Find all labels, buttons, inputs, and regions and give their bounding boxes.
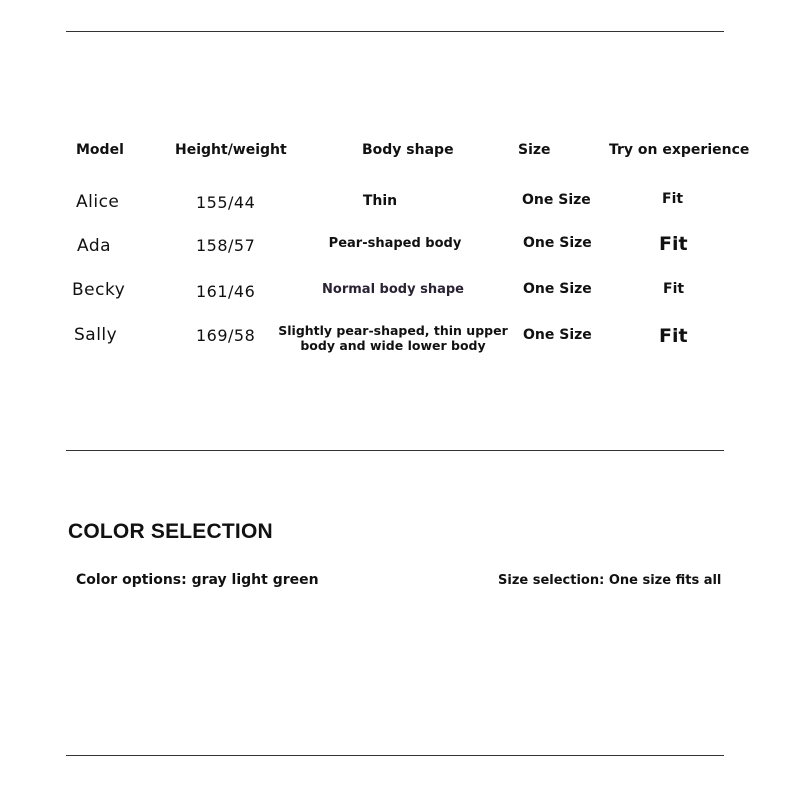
header-try-on-experience: Try on experience: [609, 142, 750, 158]
body-shape-cell: [278, 323, 508, 353]
body-shape-cell: Pear-shaped body: [328, 236, 462, 251]
model-name-cell: Sally: [74, 325, 118, 345]
body-shape-cell: Thin: [362, 193, 398, 209]
experience-cell: Fit: [662, 191, 684, 207]
height-weight-cell: 158/57: [196, 236, 256, 255]
experience-cell: Fit: [663, 281, 685, 297]
header-size: Size: [518, 142, 551, 158]
experience-cell: Fit: [659, 325, 688, 347]
height-weight-cell: 169/58: [196, 326, 256, 345]
model-name-cell: Becky: [72, 280, 126, 300]
experience-cell: Fit: [659, 233, 688, 255]
body-shape-cell: Normal body shape: [322, 282, 464, 297]
header-model: Model: [76, 142, 124, 158]
body-shape-line: body and wide lower body: [300, 338, 486, 353]
model-name-cell: Alice: [76, 192, 120, 212]
body-shape-line: Slightly pear-shaped, thin upper: [278, 323, 508, 338]
header-height-weight: Height/weight: [175, 142, 287, 158]
size-cell: One Size: [523, 235, 592, 251]
height-weight-cell: 161/46: [196, 282, 256, 301]
bottom-divider: [66, 755, 724, 756]
size-cell: One Size: [522, 192, 591, 208]
section-title: COLOR SELECTION: [68, 520, 273, 543]
size-cell: One Size: [523, 327, 592, 343]
top-divider: [66, 31, 724, 32]
model-name-cell: Ada: [77, 236, 112, 256]
middle-divider: [66, 450, 724, 451]
height-weight-cell: 155/44: [196, 193, 256, 212]
header-body-shape: Body shape: [362, 142, 454, 158]
size-selection-text: Size selection: One size fits all: [498, 573, 722, 588]
color-options-text: Color options: gray light green: [76, 572, 319, 588]
size-cell: One Size: [523, 281, 592, 297]
